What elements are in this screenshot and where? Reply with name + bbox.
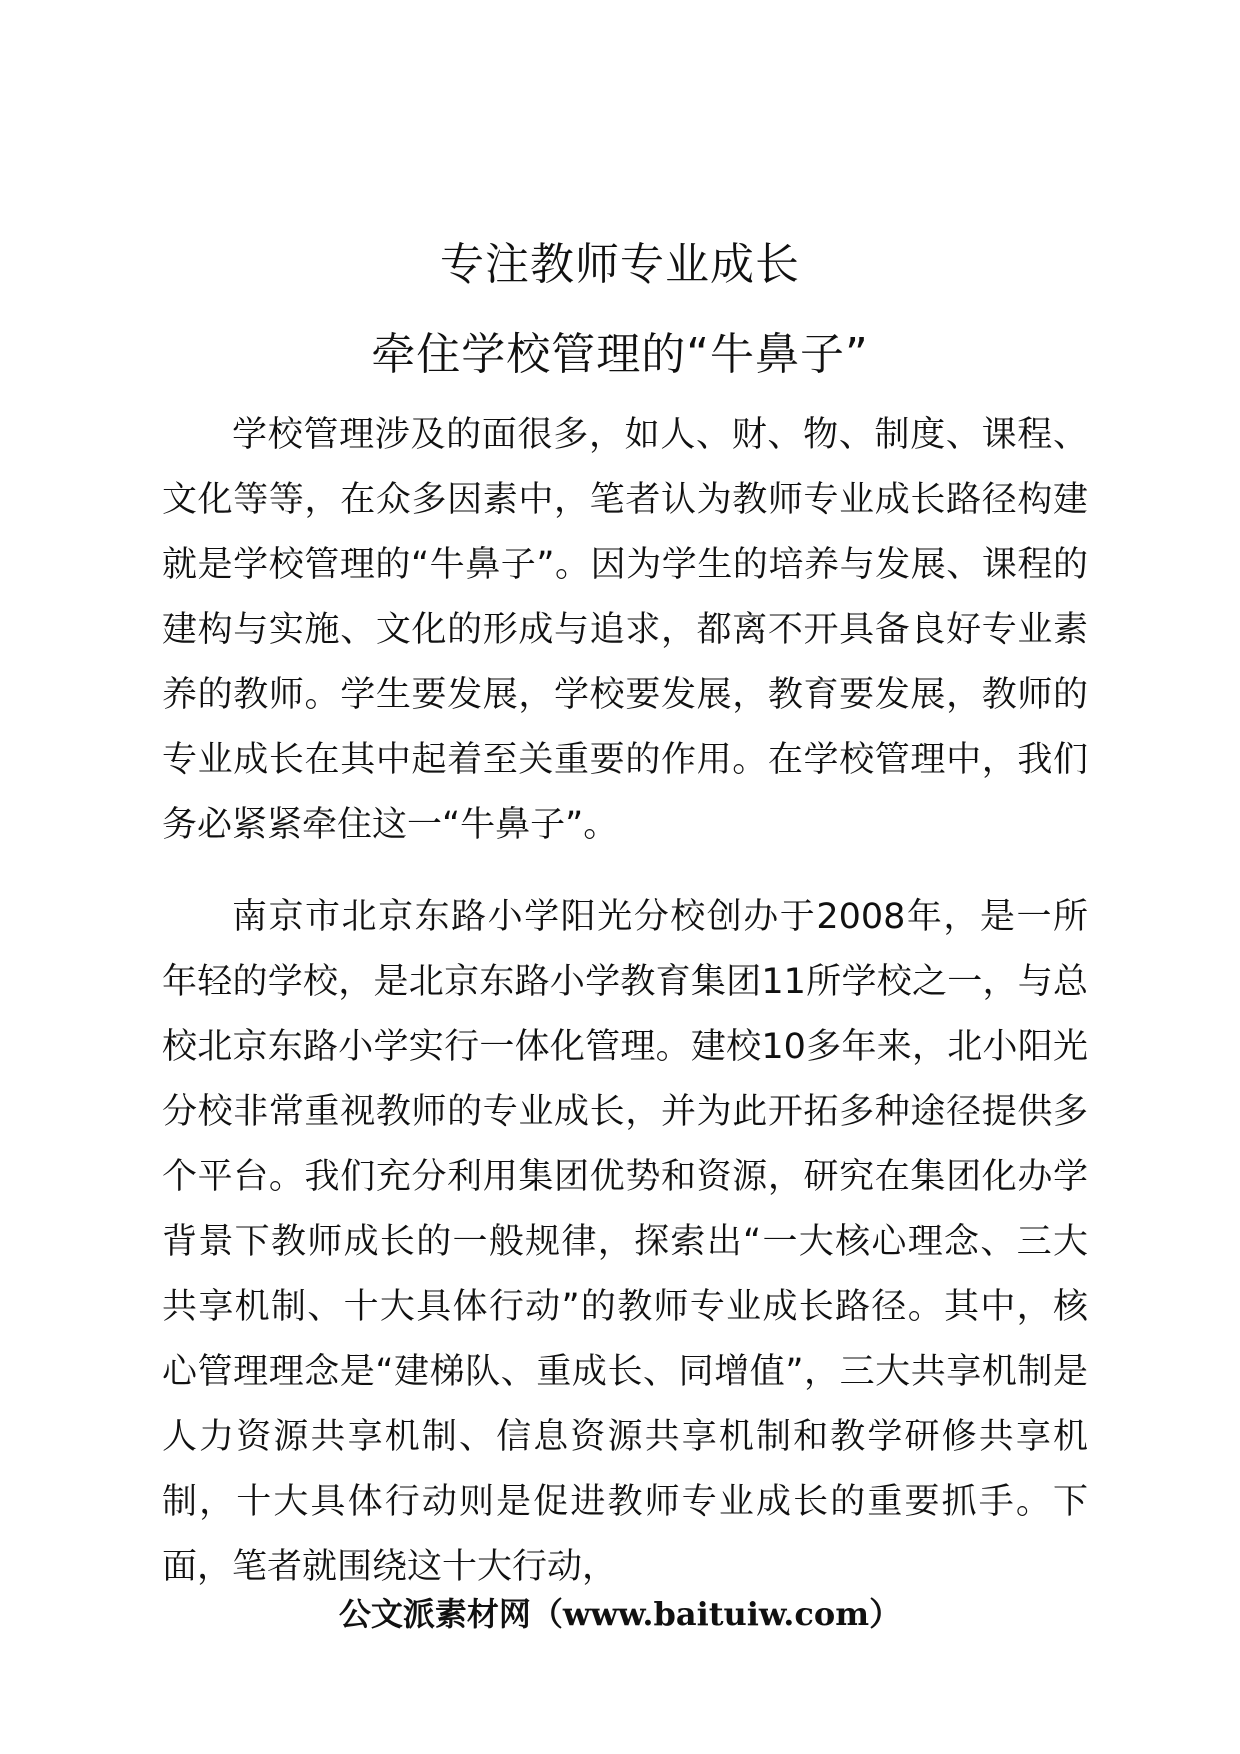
body-paragraph-2: 南京市北京东路小学阳光分校创办于2008年，是一所年轻的学校，是北京东路小学教育集团11所学校之一，与总校北京东路小学实行一体化管理。建校10多年来，北小阳光分校非常重视教师的专业成长，并为此开拓多种途径提供多个平台。我们充分利用集团优势和资源，研究在集团化办学背景下教师成长的一般规律，探索出“一大核心理念、三大共享机制、十大具体行动”的教师专业成长路径。其中，核心管理理念是“建梯队、重成长、同增值”，三大共享机制是人力资源共享机制、信息资源共享机制和教学研修共享机制，十大具体行动则是促进教师专业成长的重要抓手。下面，笔者就围绕这十大行动， [162, 897, 1088, 1587]
source-footer: 公文派素材网（www.baituiw.com） [338, 1595, 902, 1633]
document-title-line-2: 牵住学校管理的“牛鼻子” [371, 329, 869, 380]
body-paragraph-1: 学校管理涉及的面很多，如人、财、物、制度、课程、文化等等，在众多因素中，笔者认为教师专业成长路径构建就是学校管理的“牛鼻子”。因为学生的培养与发展、课程的建构与实施、文化的形成与追求，都离不开具备良好专业素养的教师。学生要发展，学校要发展，教育要发展，教师的专业成长在其中起着至关重要的作用。在学校管理中，我们务必紧紧牵住这一“牛鼻子”。 [162, 415, 1088, 845]
document-title-line-1: 专注教师专业成长 [440, 239, 800, 290]
